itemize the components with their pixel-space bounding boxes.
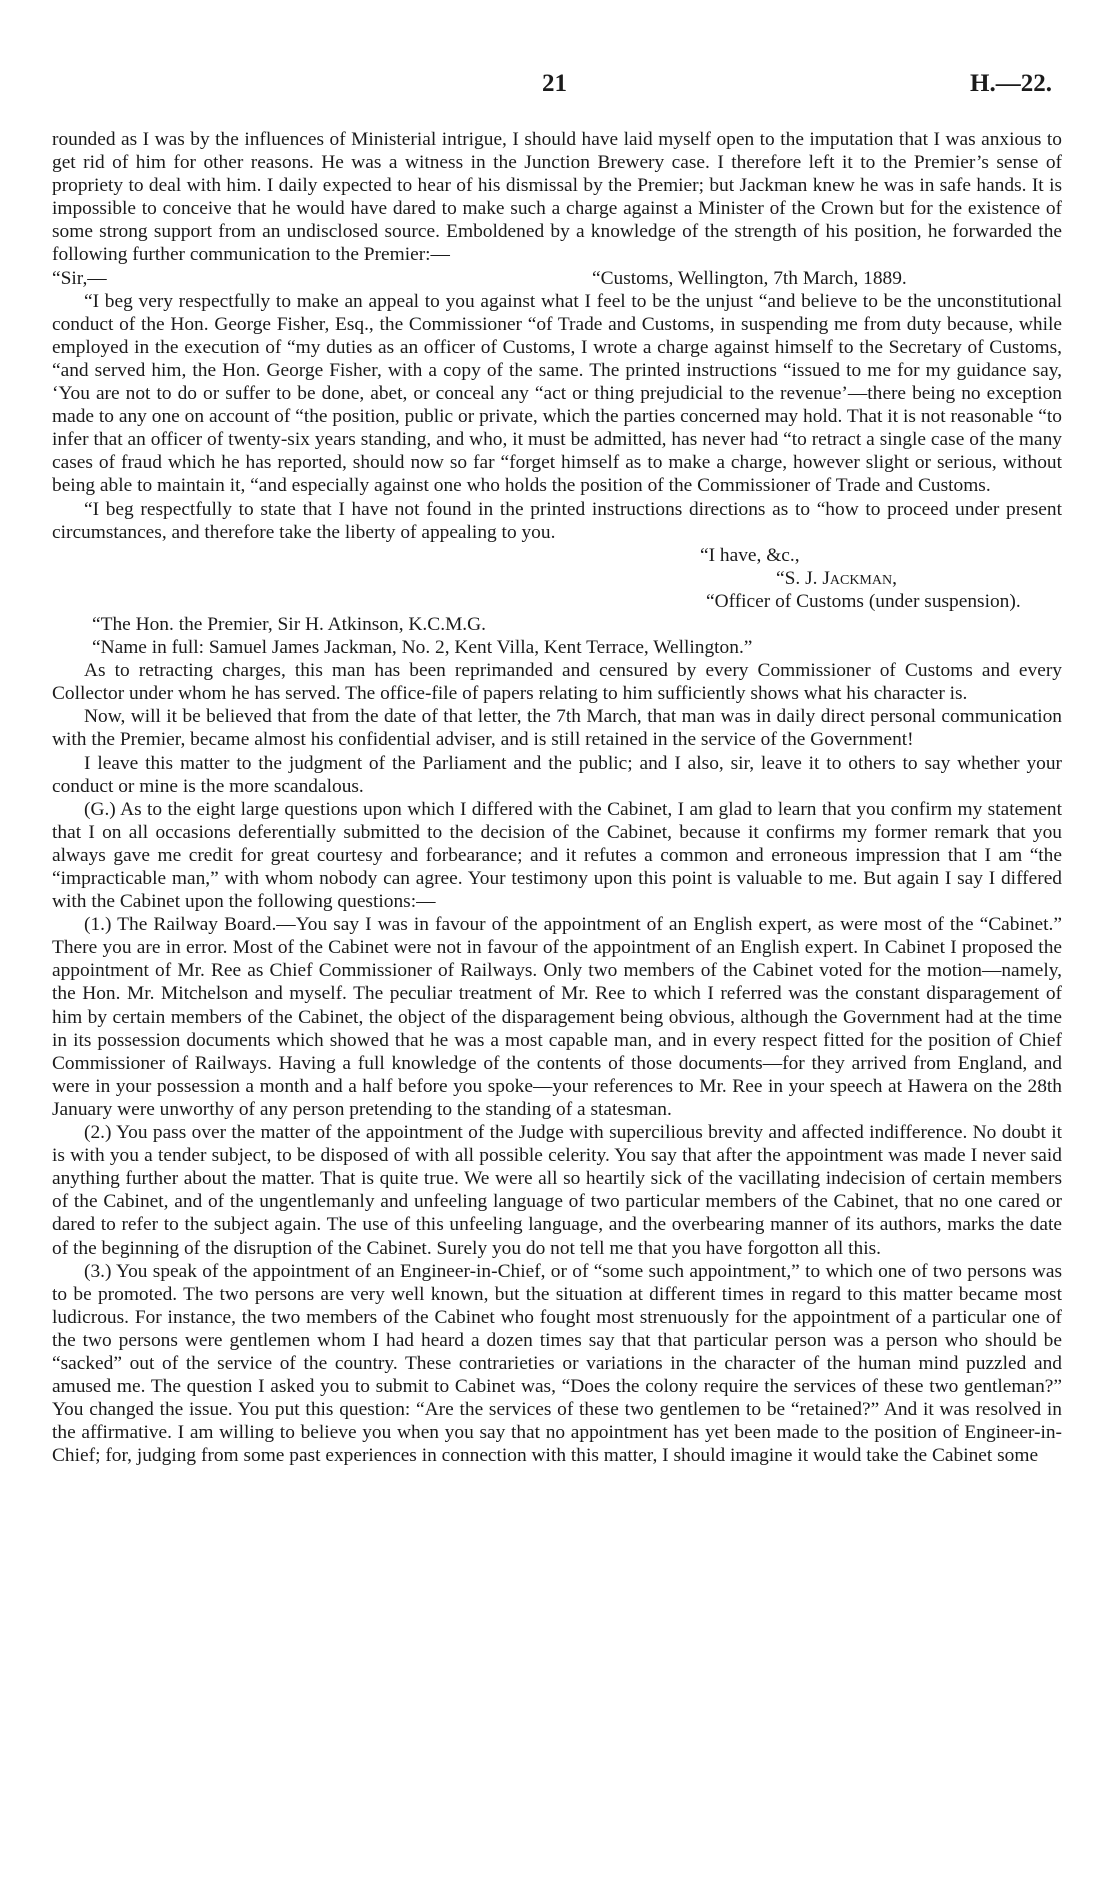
paragraph-3-engineer-in-chief: (3.) You speak of the appointment of an Engineer-in-Chief, or of “some such appointment,” to which one of two persons was to be promoted. The two persons are very well known, but the situation at different times in regard to this matter became most ludicrous. For instance, the two members of the Cabinet who fought most strenuously for the appointment of a particular one of the two persons were gentlemen whom I had heard a dozen times say that that particular person was a person who should be “sacked” out of the service of the country. These contrarieties or variations in the character of the human mind puzzled and amused me. The question I asked you to submit to Cabinet was, “Does the colony require the services of these two gentleman?” You changed the issue. You put this question: “Are the services of these two gentlemen to be “retained?” And it was resolved in the affirmative. I am willing to believe you when you say that no appointment has yet been made to the position of Engineer-in-Chief; for, judging from some past experiences in connection with this matter, I should imagine it would take the Cabinet some <box>52 1260 1062 1467</box>
paragraph: Now, will it be believed that from the date of that letter, the 7th March, that man was in daily direct personal communication with the Premier, became almost his confidential adviser, and is still retained in the service of the Government! <box>52 706 1062 751</box>
letter-paragraph: “I beg very respectfully to make an appeal to you against what I feel to be the unjust “and believe to be the unconstitutional conduct of the Hon. George Fisher, Esq., the Commissioner “of Trade and Customs, in suspending me from duty because, while employed in the execution of “my duties as an officer of Customs, I wrote a charge against himself to the Secretary of Customs, “and served him, the Hon. George Fisher, with a copy of the same. The printed instructions “issued to me for my guidance say, ‘You are not to do or suffer to be done, abet, or conceal any “act or thing prejudicial to the revenue’—there being no exception made to any one on account of “the position, public or private, which the parties concerned may hold. That it is not reasonable “to infer that an officer of twenty-six years standing, and who, it must be admitted, has never had “to retract a single case of the many cases of fraud which he has reported, should now so far “forget himself as to make a charge, however slight or serious, without being able to maintain it, “and especially against one who holds the position of the Commissioner of Trade and Customs. <box>52 290 1062 497</box>
page-header <box>0 70 1114 100</box>
letter-closing: “I have, &c., <box>700 544 800 566</box>
paragraph-intro: rounded as I was by the influences of Ministerial intrigue, I should have laid myself open to the imputation that I was anxious to get rid of him for other reasons. He was a witness in the Junction Brewery case. I therefore left it to the Premier’s sense of propriety to deal with him. I daily expected to hear of his dismissal by the Premier; but Jackman knew he was in safe hands. It is impossible to conceive that he would have dared to make such a charge against a Minister of the Crown but for the existence of some strong support from an undisclosed source. Emboldened by a knowledge of the strength of his position, he forwarded the following further communication to the Premier:— <box>52 129 1062 266</box>
document-reference: H.—22. <box>970 70 1052 97</box>
paragraph-g: (G.) As to the eight large questions upon which I differed with the Cabinet, I am glad to learn that you confirm my statement that I on all occasions deferentially submitted to the decision of the Cabinet, because it confirms my former remark that you always gave me credit for great courtesy and forbearance; and it refutes a common and erroneous impression that I am “the “impracticable man,” with whom nobody can agree. Your testimony upon this point is valuable to me. But again I say I differed with the Cabinet upon the following questions:— <box>52 798 1062 913</box>
quoted-letter <box>52 267 1062 660</box>
letter-salutation: “Sir,— <box>52 267 107 289</box>
letter-name-in-full: “Name in full: Samuel James Jackman, No. 2, Kent Villa, Kent Terrace, Wellington.” <box>92 637 753 659</box>
document-body <box>52 128 1062 1467</box>
paragraph-2-judge: (2.) You pass over the matter of the appointment of the Judge with supercilious brevity and affected indifference. No doubt it is with you a tender subject, to be disposed of with all possible celerity. You say that after the appointment was made I never said anything further about the matter. That is quite true. We were all so heartily sick of the vacillating indecision of certain members of the Cabinet, and of the ungentlemanly and unfeeling language of two particular members of the Cabinet, that no one cared or dared to refer to the subject again. The use of this unfeeling language, and the overbearing manner of its authors, marks the date of the beginning of the disruption of the Cabinet. Surely you do not tell me that you have forgotton all this. <box>52 1122 1062 1259</box>
letter-dateline: “Customs, Wellington, 7th March, 1889. <box>592 267 907 289</box>
paragraph: I leave this matter to the judgment of the Parliament and the public; and I also, sir, leave it to others to say whether your conduct or mine is the more scandalous. <box>52 752 1062 797</box>
letter-addressee: “The Hon. the Premier, Sir H. Atkinson, K.C.M.G. <box>92 613 487 635</box>
letter-signatory-title: “Officer of Customs (under suspension). <box>706 590 1021 612</box>
letter-signature: “S. J. Jackman, <box>776 567 897 589</box>
paragraph: As to retracting charges, this man has been reprimanded and censured by every Commissioner of Customs and every Collector under whom he has served. The office-file of papers relating to him sufficiently shows what his character is. <box>52 660 1062 705</box>
paragraph-1-railway-board: (1.) The Railway Board.—You say I was in favour of the appointment of an English expert, as were most of the “Cabinet.” There you are in error. Most of the Cabinet were not in favour of the appointment of an English expert. In Cabinet I proposed the appointment of Mr. Ree as Chief Commissioner of Railways. Only two members of the Cabinet voted for the motion—namely, the Hon. Mr. Mitchelson and myself. The peculiar treatment of Mr. Ree to which I referred was the constant disparagement of him by certain members of the Cabinet, the object of the disparagement being obvious, although the Government had at the time in its possession documents which showed that he was a most capable man, and in every respect fitted for the position of Chief Commissioner of Railways. Having a full knowledge of the contents of those documents—for they arrived from England, and were in your possession a month and a half before you spoke—your references to Mr. Ree in your speech at Hawera on the 28th January were unworthy of any person pretending to the standing of a statesman. <box>52 914 1062 1120</box>
letter-paragraph: “I beg respectfully to state that I have not found in the printed instructions directions as to “how to proceed under present circumstances, and therefore take the liberty of appealing to you. <box>52 498 1062 543</box>
page-number: 21 <box>542 70 567 97</box>
letter-header <box>52 267 1062 290</box>
